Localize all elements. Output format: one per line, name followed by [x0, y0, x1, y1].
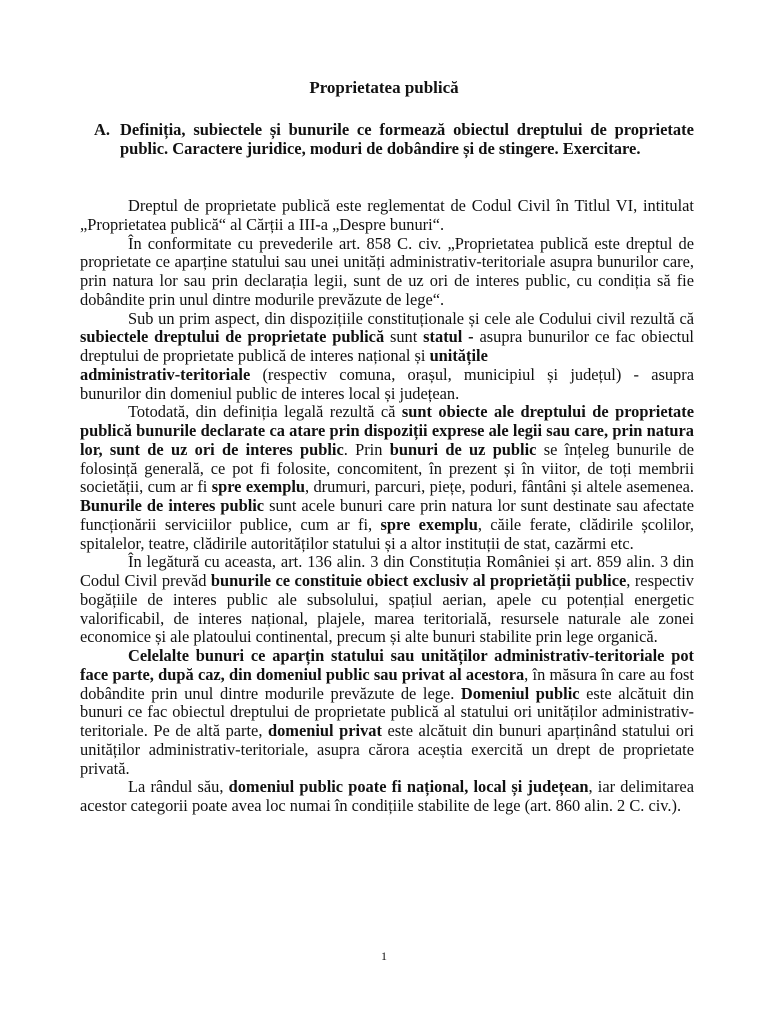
text-run: este alcătuit din bunuri ce fac obiectul dreptului de proprietate publică al statului ori unităților administrativ-teritoriale. Pe de altă parte, — [80, 683, 694, 740]
bold-text-run: unitățile — [429, 346, 488, 365]
text-run: se înțeleg bunurile de folosință generală, ce pot fi folosite, concomitent, în prezent și în viitor, de toți membrii societății, cum ar fi — [80, 439, 694, 497]
bold-text-run: spre exemplu — [380, 514, 478, 534]
bold-text-run: subiectele dreptului de proprietate publică — [80, 327, 385, 347]
text-run: asupra bunurilor ce fac obiectul dreptului de proprietate publică de interes național și — [80, 327, 694, 365]
text-run: Dreptul de proprietate publică este reglementat de Codul Civil în Titlul VI, intitulat „Proprietatea publică“ al Cărții a III-a „Despre bunuri“. — [80, 196, 694, 234]
bold-text-run: statul - — [423, 327, 480, 347]
text-run: , respectiv bogățiile de interes public ale subsolului, spațiul aerian, apele cu potențial energetic valorificabil, de interes național, plajele, marea teritorială, resursele naturale ale zonei economice și ale platoului continental, precum și alte bunuri stabilite prin lege organică. — [80, 571, 695, 647]
bold-text-run: domeniul privat — [268, 721, 382, 740]
text-run: sunt — [384, 327, 424, 347]
body-paragraph — [80, 197, 694, 235]
page-title: Proprietatea publică — [309, 78, 459, 97]
body-text — [80, 197, 694, 816]
text-run: Sub un prim aspect, din dispozițiile constituționale și cele ale Codului civil rezultă că — [128, 308, 694, 328]
bold-text-run: Bunurile de interes public — [80, 496, 265, 515]
body-paragraph — [80, 366, 694, 404]
section-heading — [94, 120, 694, 158]
text-run: La rândul său, — [128, 777, 229, 797]
bold-text-run: bunurile ce constituie obiect exclusiv al proprietății publice — [210, 571, 627, 590]
bold-text-run: domeniul public poate fi național, local și județean — [228, 777, 589, 797]
body-paragraph — [80, 553, 694, 647]
body-paragraph — [80, 310, 694, 366]
bold-text-run: Celelalte bunuri ce aparțin statului sau unităților administrativ-teritoriale pot face parte, după caz, din domeniul public sau privat al acestora — [80, 646, 694, 684]
text-run: Totodată, din definiția legală rezultă că — [128, 402, 402, 422]
body-paragraph — [80, 403, 694, 553]
text-run: este alcătuit din bunuri aparținând statului ori unităților administrativ-teritoriale, asupra cărora aceștia exercită un drept de proprietate privată. — [80, 721, 694, 778]
body-paragraph — [80, 647, 694, 778]
page-number: 1 — [381, 949, 387, 963]
bold-text-run: Domeniul public — [460, 683, 580, 703]
section-label: A. — [94, 120, 111, 139]
section-heading-text: Definiția, subiectele și bunurile ce formează obiectul dreptului de proprietate public. Caractere juridice, moduri de dobândire și de stingere. Exercitare. — [120, 120, 694, 158]
bold-text-run: spre exemplu — [211, 477, 306, 497]
body-paragraph — [80, 778, 694, 816]
text-run: (respectiv comuna, orașul, municipiul și județul) - asupra bunurilor din domeniul public de interes local și județean. — [80, 364, 694, 403]
body-paragraph — [80, 235, 694, 310]
bold-text-run: sunt obiecte ale dreptului de proprietate publică bunurile declarate ca atare prin dispoziții exprese ale legii sau care, prin natura lor, sunt de uz ori de interes public — [80, 402, 694, 459]
bold-text-run: bunuri de uz public — [389, 439, 537, 459]
bold-text-run: administrativ-teritoriale — [80, 364, 251, 384]
text-run: În legătură cu aceasta, art. 136 alin. 3 din Constituția României și art. 859 alin. 3 din Codul Civil prevăd — [80, 552, 694, 590]
text-run: , drumuri, parcuri, piețe, poduri, fântâni și altele asemenea. — [305, 477, 695, 497]
text-run: , iar delimitarea acestor categorii poate avea loc numai în condițiile stabilite de lege (art. 860 alin. 2 C. civ.). — [80, 777, 694, 815]
text-run: . Prin — [343, 439, 390, 459]
text-run: sunt acele bunuri care prin natura lor sunt destinate sau afectate funcționării serviciilor publice, cum ar fi, — [80, 496, 694, 534]
text-run: , căile ferate, clădirile școlilor, spitalelor, teatre, clădirile autorităților statului și a altor instituții de stat, cazărmi etc. — [80, 514, 694, 553]
text-run: În conformitate cu prevederile art. 858 C. civ. „Proprietatea publică este dreptul de proprietate ce aparține statului sau unei unități administrativ-teritoriale asupra bunurilor care, prin natura lor sau prin declarația legii, sunt de uz ori de interes public, cu condiția să fie dobândite prin unul dintre modurile prevăzute de lege“. — [80, 233, 694, 309]
text-run: , în măsura în care au fost dobândite prin unul dintre modurile prevăzute de lege. — [80, 664, 694, 703]
